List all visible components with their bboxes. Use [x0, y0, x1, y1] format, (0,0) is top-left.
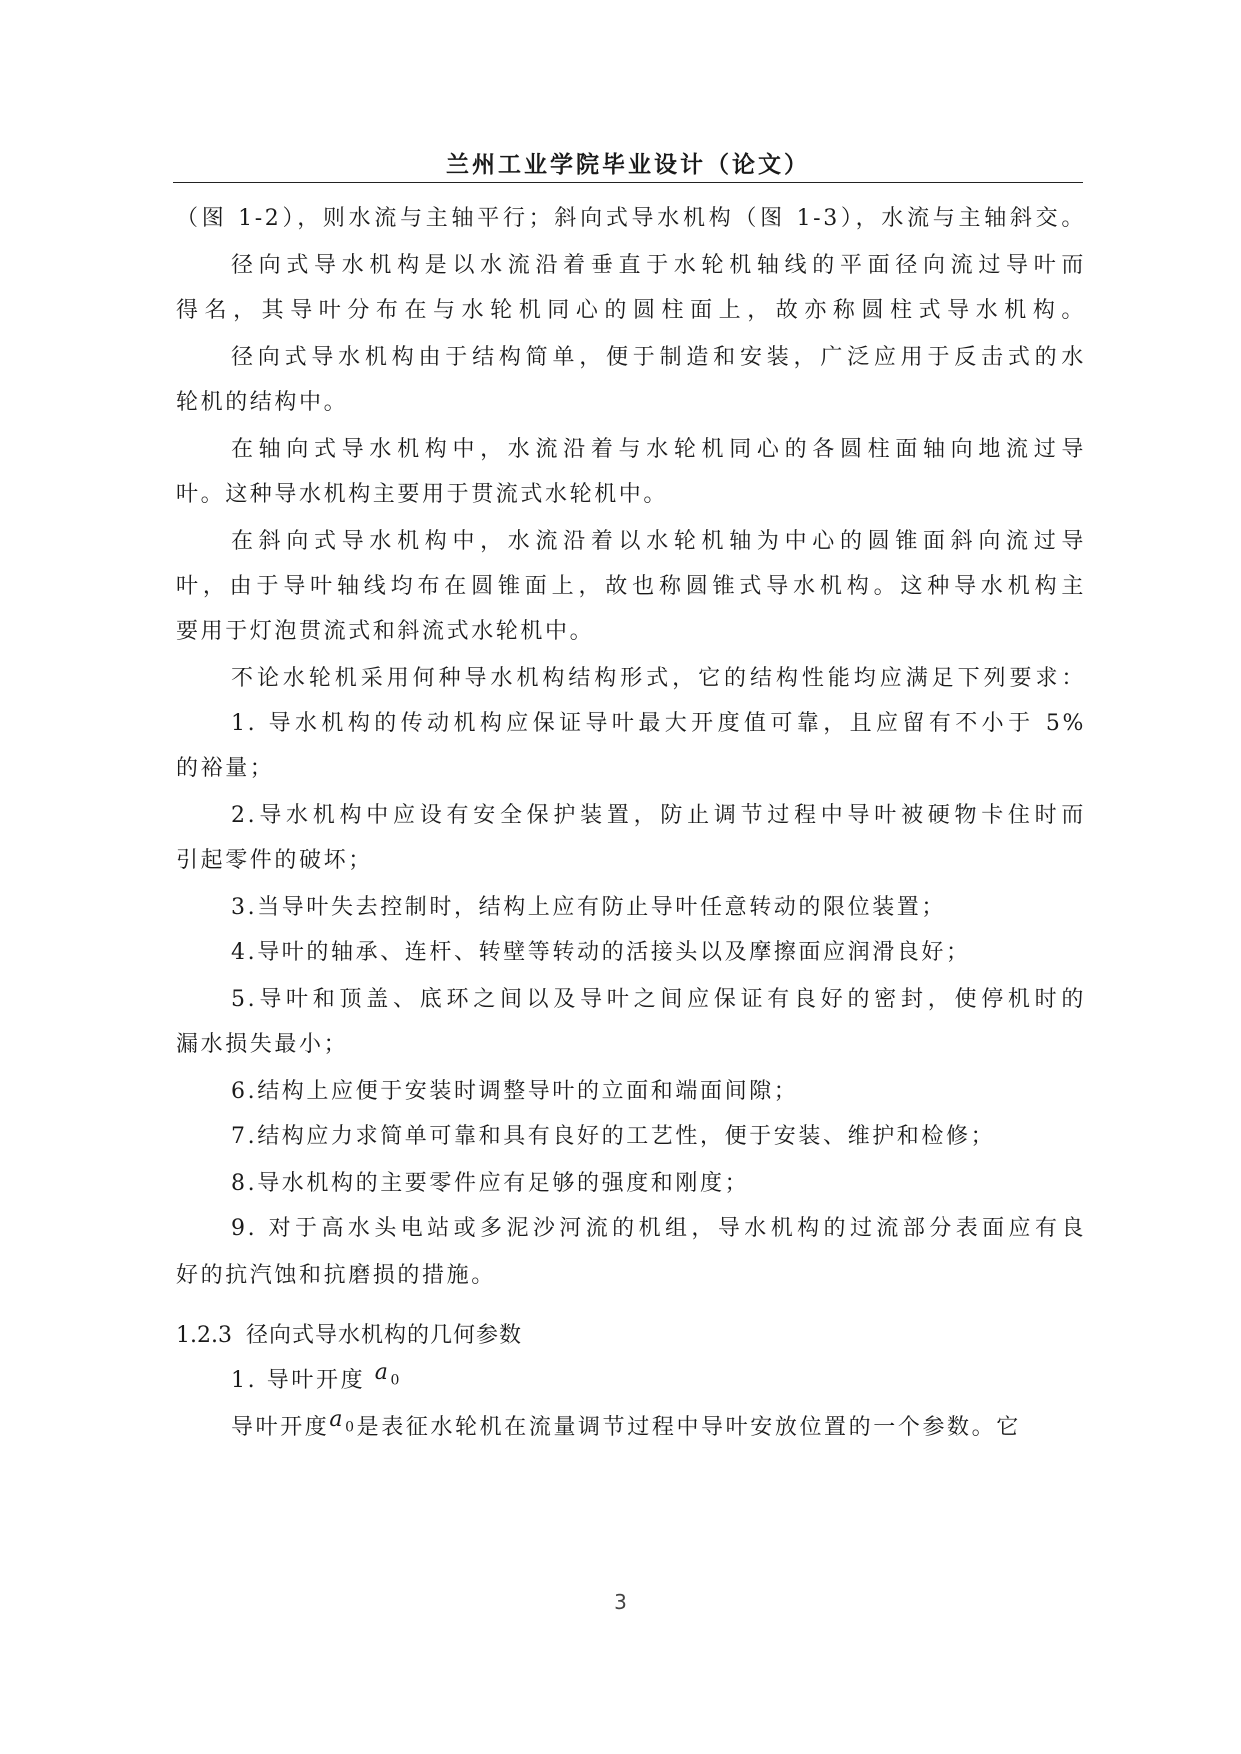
- item-1-line: [231, 1361, 1086, 1401]
- section-heading: [176, 1316, 522, 1356]
- guide-vane-opening-symbol-inline: $a_0$: [329, 1407, 357, 1436]
- body-line-20: 6.结构上应便于安装时调整导叶的立面和端面间隙；: [231, 1079, 799, 1104]
- body-line-2: 径向式导水机构是以水流沿着垂直于水轮机轴线的平面径向流过导叶而: [231, 253, 1086, 278]
- body-line-18: 5.导叶和顶盖、底环之间以及导叶之间应保证有良好的密封，使停机时的: [231, 987, 1086, 1012]
- body-line-9: 叶，由于导叶轴线均布在圆锥面上，故也称圆锥式导水机构。这种导水机构主: [176, 574, 1086, 599]
- guide-vane-opening-symbol: $a_0$: [374, 1360, 403, 1389]
- body-line-22: 8.导水机构的主要零件应有足够的强度和刚度；: [231, 1171, 750, 1196]
- section-number: 1.2.3: [176, 1323, 232, 1348]
- body-line-10: 要用于灯泡贯流式和斜流式水轮机中。: [176, 619, 595, 644]
- body-line-3: 得名，其导叶分布在与水轮机同心的圆柱面上，故亦称圆柱式导水机构。: [176, 298, 1086, 323]
- body-line-14: 2.导水机构中应设有安全保护装置，防止调节过程中导叶被硬物卡住时而: [231, 803, 1086, 828]
- page-header: [173, 138, 1083, 183]
- page-number: 3: [614, 1590, 627, 1614]
- header-title: 兰州工业学院毕业设计（论文）: [446, 152, 810, 178]
- body-line-13: 的裕量；: [176, 756, 275, 781]
- last-line-before: 导叶开度: [231, 1415, 330, 1440]
- body-line-17: 4.导叶的轴承、连杆、转壁等转动的活接头以及摩擦面应润滑良好；: [231, 940, 971, 965]
- body-line-last: [231, 1408, 1086, 1448]
- section-title: 径向式导水机构的几何参数: [245, 1323, 522, 1348]
- body-line-12: 1. 导水机构的传动机构应保证导叶最大开度值可靠，且应留有不小于 5%: [231, 711, 1086, 736]
- body-line-6: 在轴向式导水机构中，水流沿着与水轮机同心的各圆柱面轴向地流过导: [231, 437, 1086, 462]
- body-line-23: 9. 对于高水头电站或多泥沙河流的机组，导水机构的过流部分表面应有良: [231, 1216, 1086, 1241]
- body-line-8: 在斜向式导水机构中，水流沿着以水轮机轴为中心的圆锥面斜向流过导: [231, 529, 1086, 554]
- body-line-16: 3.当导叶失去控制时，结构上应有防止导叶任意转动的限位装置；: [231, 895, 946, 920]
- body-line-11: 不论水轮机采用何种导水机构结构形式，它的结构性能均应满足下列要求：: [231, 666, 1086, 691]
- body-line-19: 漏水损失最小；: [176, 1032, 349, 1057]
- last-line-after: 是表征水轮机在流量调节过程中导叶安放位置的一个参数。它: [356, 1415, 1021, 1440]
- body-line-21: 7.结构应力求简单可靠和具有良好的工艺性，便于安装、维护和检修；: [231, 1124, 996, 1149]
- body-line-1: （图 1-2），则水流与主轴平行；斜向式导水机构（图 1-3），水流与主轴斜交。: [176, 206, 1086, 231]
- body-line-5: 轮机的结构中。: [176, 390, 349, 415]
- body-line-4: 径向式导水机构由于结构简单，便于制造和安装，广泛应用于反击式的水: [231, 345, 1086, 370]
- body-line-7: 叶。这种导水机构主要用于贯流式水轮机中。: [176, 482, 669, 507]
- body-line-24: 好的抗汽蚀和抗磨损的措施。: [176, 1263, 496, 1288]
- body-line-15: 引起零件的破坏；: [176, 848, 373, 873]
- item-1-label: 1. 导叶开度: [231, 1368, 366, 1393]
